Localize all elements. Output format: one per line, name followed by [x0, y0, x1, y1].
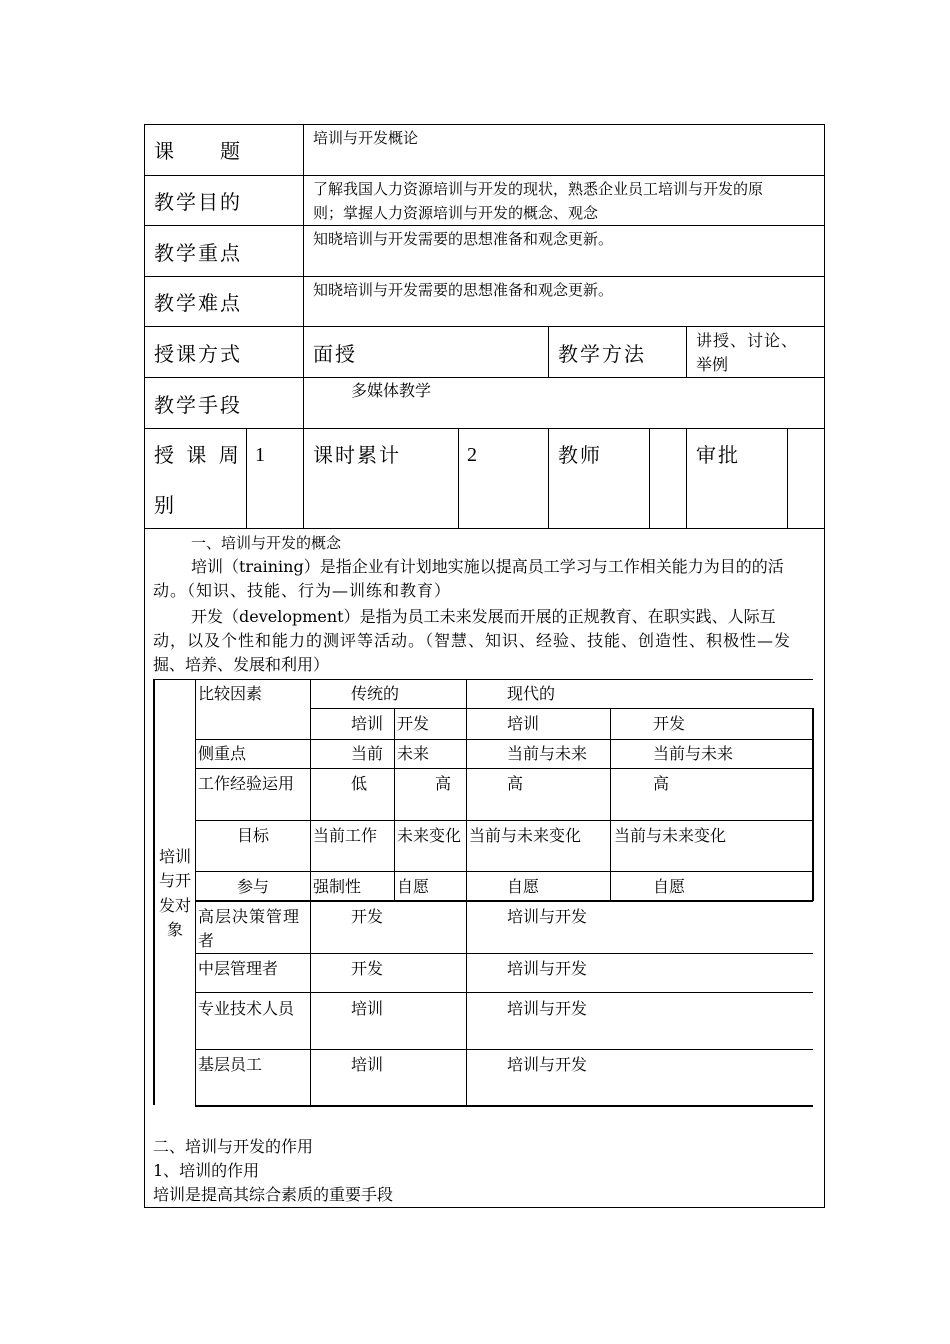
compare-modern-training-header: 培训 — [507, 714, 540, 733]
topic-value: 培训与开发概论 — [313, 129, 419, 147]
keypoint-label: 教学重点 — [154, 241, 242, 265]
means-value: 多媒体教学 — [351, 381, 432, 400]
col-divider — [458, 428, 459, 528]
row-divider — [144, 326, 825, 327]
compare-row-line — [195, 953, 813, 954]
object-modern: 培训与开发 — [507, 959, 588, 978]
col-divider — [303, 124, 304, 528]
compare-cell: 当前 — [351, 744, 384, 763]
means-label: 教学手段 — [154, 393, 242, 417]
compare-cell: 自愿 — [397, 877, 430, 896]
compare-col-modern-split — [610, 708, 611, 901]
method-label: 教学方法 — [558, 342, 646, 366]
teacher-label: 教师 — [558, 443, 602, 467]
object-modern: 培训与开发 — [507, 999, 588, 1018]
object-name: 基层员工 — [198, 1055, 263, 1074]
section2-title: 二、培训与开发的作用 — [153, 1137, 314, 1156]
object-name: 中层管理者 — [198, 959, 279, 978]
compare-row-line — [195, 992, 813, 993]
compare-side-label: 与开 — [159, 871, 192, 890]
compare-row-line — [195, 1049, 813, 1050]
col-divider — [548, 326, 549, 377]
difficulty-value: 知晓培训与开发需要的思想准备和观念更新。 — [313, 281, 614, 299]
compare-cell: 高 — [507, 774, 524, 793]
compare-border-right — [812, 708, 814, 901]
object-traditional: 开发 — [351, 907, 384, 926]
row-divider — [144, 276, 825, 277]
objective-value-line1: 了解我国人力资源培训与开发的现状，熟悉企业员工培训与开发的原 — [313, 180, 764, 198]
outer-border-top — [144, 124, 825, 125]
compare-side-label: 象 — [167, 920, 184, 939]
compare-row-factor: 目标 — [237, 826, 270, 845]
compare-traditional-header: 传统的 — [351, 684, 400, 703]
compare-side-label: 培训 — [159, 847, 192, 866]
difficulty-label: 教学难点 — [154, 291, 242, 315]
col-divider — [686, 326, 687, 377]
section2-text: 培训是提高其综合素质的重要手段 — [153, 1185, 394, 1204]
section2-subtitle: 1、培训的作用 — [153, 1161, 260, 1180]
compare-cell: 强制性 — [313, 877, 362, 896]
compare-col-modern — [466, 679, 467, 1106]
compare-cell: 自愿 — [507, 877, 540, 896]
compare-row-line — [195, 768, 813, 769]
objective-label: 教学目的 — [154, 190, 242, 214]
training-definition-line1: 培训（training）是指企业有计划地实施以提高员工学习与工作相关能力为目的的活 — [191, 557, 784, 576]
method-value-line2: 举例 — [696, 355, 729, 374]
development-definition-line2: 动，以及个性和能力的测评等活动。（智慧、知识、经验、技能、创造性、积极性—发 — [153, 631, 792, 650]
compare-cell: 当前与未来变化 — [614, 826, 727, 845]
compare-modern-header: 现代的 — [507, 684, 556, 703]
compare-modern-development-header: 开发 — [653, 714, 686, 733]
mode-label: 授课方式 — [154, 342, 242, 366]
compare-row-line — [195, 739, 813, 740]
compare-row-line — [195, 820, 813, 821]
compare-border-left — [153, 679, 155, 1105]
outer-border-bottom — [144, 1207, 825, 1208]
col-divider — [686, 428, 687, 528]
object-name: 高层决策管理 — [198, 907, 301, 926]
compare-cell: 当前与未来 — [507, 744, 588, 763]
object-traditional: 开发 — [351, 959, 384, 978]
development-definition-line3: 掘、培养、发展和利用） — [153, 655, 330, 674]
outer-border-left — [144, 124, 145, 1208]
compare-col-trad-split — [394, 708, 395, 901]
compare-row-factor: 参与 — [237, 877, 270, 896]
row-divider — [144, 528, 825, 529]
compare-trad-training-header: 培训 — [351, 714, 384, 733]
approval-label: 审批 — [696, 443, 740, 467]
compare-cell: 低 — [351, 774, 368, 793]
training-definition-line2: 动。（知识、技能、行为—训练和教育） — [153, 581, 452, 600]
compare-cell: 未来 — [397, 744, 430, 763]
week-label-line2: 别 — [154, 493, 176, 517]
object-modern: 培训与开发 — [507, 1055, 588, 1074]
development-definition-line1: 开发（development）是指为员工未来发展而开展的正规教育、在职实践、人际互 — [191, 607, 776, 626]
object-traditional: 培训 — [351, 999, 384, 1018]
compare-trad-development-header: 开发 — [397, 714, 430, 733]
compare-cell: 高 — [653, 774, 670, 793]
compare-row-line — [195, 871, 813, 872]
compare-border-bottom — [195, 1105, 813, 1107]
object-traditional: 培训 — [351, 1055, 384, 1074]
row-divider — [144, 377, 825, 378]
mode-value: 面授 — [313, 342, 357, 366]
compare-cell: 当前与未来 — [653, 744, 734, 763]
row-divider — [144, 175, 825, 176]
col-divider — [787, 428, 788, 528]
compare-cell: 高 — [435, 774, 452, 793]
method-value-line1: 讲授、讨论、 — [696, 331, 799, 350]
col-divider — [246, 428, 247, 528]
row-divider — [144, 225, 825, 226]
col-divider — [649, 428, 650, 528]
compare-side-label: 发对 — [159, 896, 192, 915]
keypoint-value: 知晓培训与开发需要的思想准备和观念更新。 — [313, 230, 614, 248]
week-value: 1 — [255, 444, 267, 466]
objective-value-line2: 则；掌握人力资源培训与开发的概念、观念 — [313, 204, 599, 222]
section1-title: 一、培训与开发的概念 — [191, 534, 342, 552]
compare-cell: 当前与未来变化 — [469, 826, 582, 845]
compare-factor-header: 比较因素 — [198, 684, 263, 703]
compare-row-line — [195, 900, 813, 902]
compare-border-top — [153, 679, 813, 680]
compare-cell: 自愿 — [653, 877, 686, 896]
compare-row-line — [310, 708, 813, 709]
compare-col-traditional — [310, 679, 311, 1106]
compare-row-factor: 工作经验运用 — [198, 774, 295, 793]
object-modern: 培训与开发 — [507, 907, 588, 926]
outer-border-right — [824, 124, 825, 1208]
hours-value: 2 — [467, 444, 479, 466]
week-label-line1: 授 课 周 — [154, 443, 241, 467]
compare-row-factor: 侧重点 — [198, 744, 247, 763]
object-name: 专业技术人员 — [198, 999, 295, 1018]
hours-label: 课时累计 — [313, 443, 401, 467]
compare-cell: 当前工作 — [313, 826, 378, 845]
col-divider — [548, 428, 549, 528]
compare-cell: 未来变化 — [397, 826, 462, 845]
compare-col-factor — [195, 679, 196, 1106]
topic-label: 课 题 — [154, 139, 242, 163]
object-name: 者 — [198, 931, 215, 950]
